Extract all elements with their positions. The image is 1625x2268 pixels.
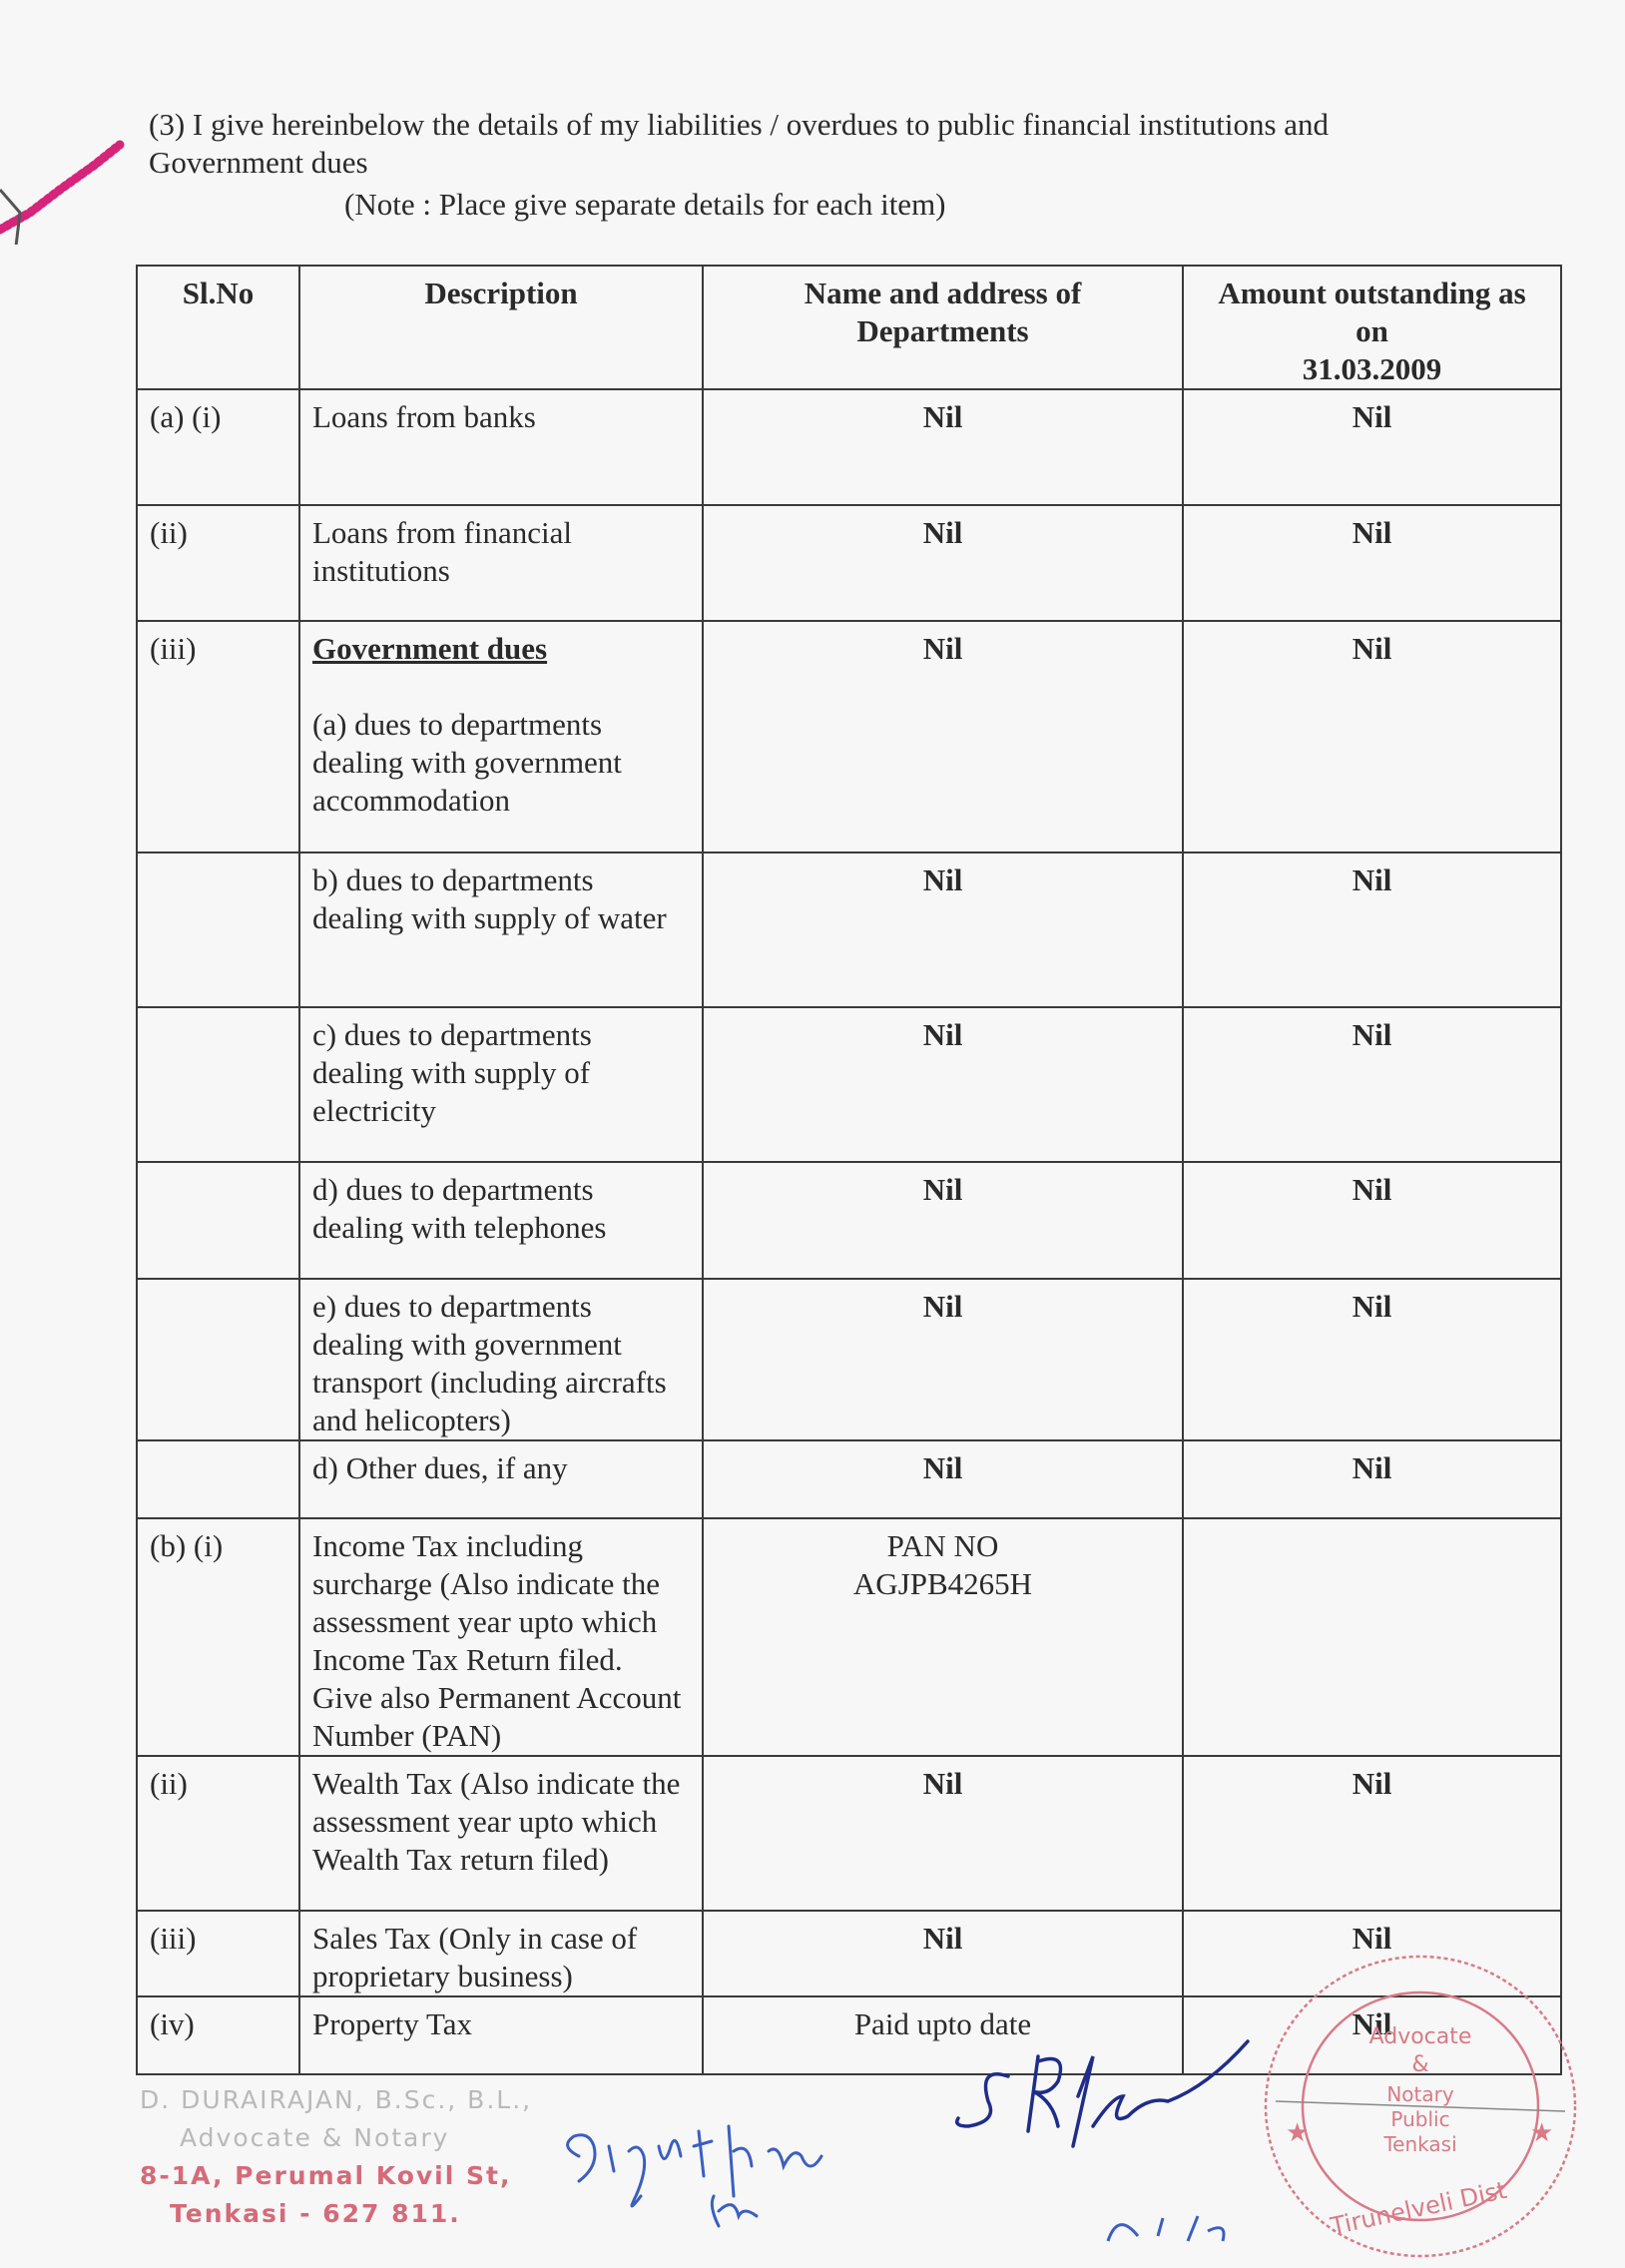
advocate-stamp-line-4: Tenkasi - 627 811. — [170, 2199, 461, 2228]
intro-line-1: (3) I give hereinbelow the details of my liabilities / overdues to public financial institutions and — [149, 107, 1330, 142]
header-amount-line-1: Amount outstanding as — [1218, 276, 1526, 310]
row-departments: Nil — [703, 1911, 1183, 1996]
row-slno — [137, 852, 299, 1007]
svg-text:Public: Public — [1390, 2107, 1450, 2131]
row-amount: Nil — [1183, 621, 1561, 852]
row-slno: (iv) — [137, 1996, 299, 2074]
advocate-stamp-line-1: D. DURAIRAJAN, B.Sc., B.L., — [140, 2085, 533, 2114]
row-departments: Paid upto date — [703, 1996, 1183, 2074]
svg-text:Advocate: Advocate — [1368, 2024, 1472, 2049]
row-slno: (iii) — [137, 1911, 299, 1996]
row-amount: Nil — [1183, 1440, 1561, 1518]
table-row — [137, 1756, 1561, 1911]
row-description — [299, 621, 703, 852]
svg-text:★: ★ — [1530, 2118, 1554, 2147]
svg-text:&: & — [1411, 2052, 1429, 2077]
row-description: Sales Tax (Only in case of proprietary business) — [299, 1911, 703, 1996]
row-departments: Nil — [703, 1756, 1183, 1911]
row-departments: Nil — [703, 621, 1183, 852]
row-amount: Nil — [1183, 1007, 1561, 1162]
row-description: d) dues to departments dealing with telephones — [299, 1162, 703, 1279]
row-slno: (ii) — [137, 505, 299, 621]
advocate-stamp-line-2: Advocate & Notary — [180, 2123, 450, 2152]
header-amount-line-3: 31.03.2009 — [1302, 351, 1442, 386]
row-departments: Nil — [703, 1007, 1183, 1162]
liabilities-table — [136, 265, 1562, 2075]
row-slno — [137, 1440, 299, 1518]
row-description-text: (a) dues to departments dealing with government accommodation — [312, 707, 622, 818]
row-description: Wealth Tax (Also indicate the assessment year upto which Wealth Tax return filed) — [299, 1756, 703, 1911]
svg-text:Tirunelveli Dist: Tirunelveli Dist — [1328, 2175, 1509, 2241]
advocate-name-stamp — [140, 2081, 532, 2233]
highlighter-mark-icon — [0, 95, 140, 245]
row-departments: Nil — [703, 852, 1183, 1007]
intro-text — [149, 106, 1526, 182]
row-amount: Nil — [1183, 1911, 1561, 1996]
table-row — [137, 1162, 1561, 1279]
svg-text:Tenkasi: Tenkasi — [1383, 2132, 1457, 2156]
header-departments: Name and address of Departments — [703, 266, 1183, 389]
row-amount: Nil — [1183, 1996, 1561, 2074]
table-row — [137, 1440, 1561, 1518]
row-slno — [137, 1162, 299, 1279]
notary-seal — [1256, 1942, 1585, 2268]
row-slno — [137, 1007, 299, 1162]
row-amount: Nil — [1183, 505, 1561, 621]
row-description: e) dues to departments dealing with government transport (including aircrafts and helicopters) — [299, 1279, 703, 1440]
header-description: Description — [299, 266, 703, 389]
advocate-stamp-line-3: 8-1A, Perumal Kovil St, — [140, 2161, 512, 2190]
svg-text:Notary: Notary — [1386, 2082, 1454, 2106]
table-row — [137, 389, 1561, 505]
header-amount-line-2: on — [1355, 313, 1388, 348]
row-slno: (iii) — [137, 621, 299, 852]
row-departments: Nil — [703, 1162, 1183, 1279]
svg-text:★: ★ — [1286, 2118, 1310, 2147]
table-row — [137, 621, 1561, 852]
row-amount: Nil — [1183, 389, 1561, 505]
row-description: b) dues to departments dealing with supply of water — [299, 852, 703, 1007]
table-row — [137, 852, 1561, 1007]
table-row — [137, 1279, 1561, 1440]
row-amount: Nil — [1183, 852, 1561, 1007]
row-departments: Nil — [703, 1440, 1183, 1518]
row-slno — [137, 1279, 299, 1440]
row-description: Property Tax — [299, 1996, 703, 2074]
row-description: Income Tax including surcharge (Also indicate the assessment year upto which Income Tax Return filed. Give also Permanent Account Number (PAN) — [299, 1518, 703, 1756]
row-slno: (ii) — [137, 1756, 299, 1911]
handwritten-signature — [549, 2036, 1268, 2261]
row-description: Loans from banks — [299, 389, 703, 505]
row-departments: Nil — [703, 505, 1183, 621]
row-amount: Nil — [1183, 1279, 1561, 1440]
row-amount: Nil — [1183, 1162, 1561, 1279]
table-row — [137, 1007, 1561, 1162]
table-row — [137, 1518, 1561, 1756]
header-slno: Sl.No — [137, 266, 299, 389]
government-dues-heading: Government dues — [312, 631, 548, 666]
row-amount: Nil — [1183, 1756, 1561, 1911]
pan-label: PAN NO — [886, 1528, 999, 1563]
row-description: c) dues to departments dealing with supply of electricity — [299, 1007, 703, 1162]
row-amount — [1183, 1518, 1561, 1756]
intro-note: (Note : Place give separate details for each item) — [344, 187, 946, 222]
row-departments: Nil — [703, 1279, 1183, 1440]
row-departments: Nil — [703, 389, 1183, 505]
header-amount — [1183, 266, 1561, 389]
row-description: Loans from financial institutions — [299, 505, 703, 621]
row-description: d) Other dues, if any — [299, 1440, 703, 1518]
intro-line-2: Government dues — [149, 145, 368, 180]
row-slno: (a) (i) — [137, 389, 299, 505]
pan-number: AGJPB4265H — [852, 1566, 1033, 1601]
table-row — [137, 505, 1561, 621]
row-slno: (b) (i) — [137, 1518, 299, 1756]
row-departments-pan — [703, 1518, 1183, 1756]
table-header-row — [137, 266, 1561, 389]
